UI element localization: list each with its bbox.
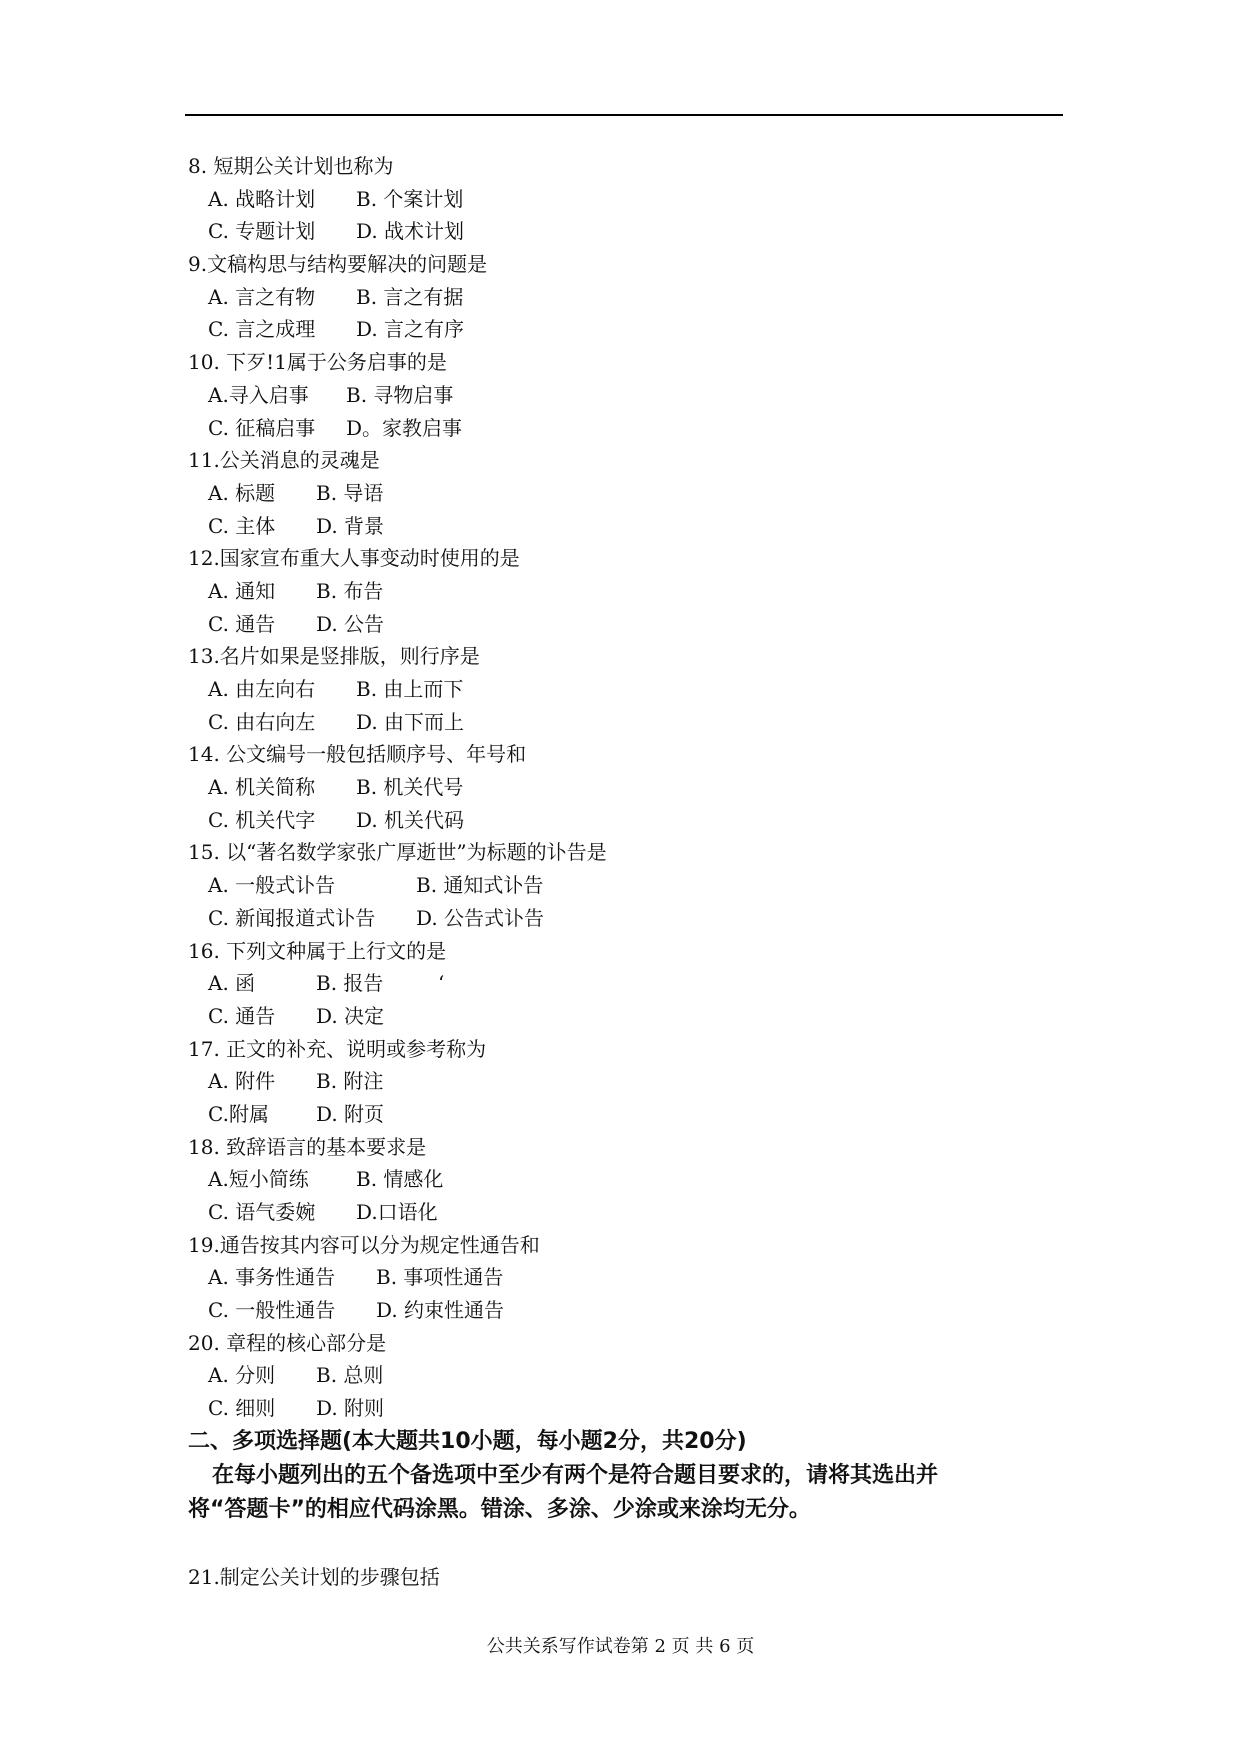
section-instruction-line2: 将“答题卡”的相应代码涂黑。错涂、多涂、少涂或来涂均无分。 <box>188 1496 811 1522</box>
question-stem: 13.名片如果是竖排版，则行序是 <box>188 644 480 669</box>
option-label: A. 由左向右 <box>208 677 316 701</box>
option-label: D。家教启事 <box>346 415 463 440</box>
question-stem: 9.文稿构思与结构要解决的问题是 <box>188 252 488 277</box>
option-row <box>188 608 1068 641</box>
option-row <box>188 183 1068 216</box>
option-row <box>188 1196 1068 1229</box>
option-label: D. 言之有序 <box>356 317 465 342</box>
question-stem: 12.国家宣布重大人事变动时使用的是 <box>188 546 520 571</box>
option-label: B. 情感化 <box>356 1167 444 1192</box>
option-label: C. 新闻报道式讣告 <box>208 905 376 930</box>
option-row <box>188 902 1068 935</box>
option-label: B. 言之有据 <box>356 284 464 309</box>
option-row <box>188 379 1068 412</box>
exam-content <box>188 150 1068 1594</box>
option-row <box>188 1294 1068 1327</box>
option-label: C. 细则 <box>208 1396 276 1421</box>
question-stem: 17. 正文的补充、说明或参考称为 <box>188 1036 487 1061</box>
page-footer <box>0 1632 1241 1658</box>
option-row <box>188 967 1068 1000</box>
instruction-text: 在每小题列出的五个备选项中至少有两个是符合题目要求的，请将其选出并 <box>212 1462 939 1488</box>
option-row <box>188 1163 1068 1196</box>
question-stem: 15. 以“著名数学家张广厚逝世”为标题的讣告是 <box>188 840 607 865</box>
option-label: C. 语气委婉 <box>208 1200 316 1224</box>
footer-text: 公共关系写作试卷第 2 页 共 6 页 <box>486 1636 755 1657</box>
option-label: C. 言之成理 <box>208 317 316 342</box>
option-label: C.附属 <box>208 1101 269 1126</box>
option-label: B. 由上而下 <box>356 677 464 701</box>
option-label: A.短小简练 <box>208 1167 309 1192</box>
option-row <box>188 510 1068 543</box>
option-label: B. 机关代号 <box>356 775 464 800</box>
option-label: B. 附注 <box>316 1069 384 1094</box>
option-label: A.寻入启事 <box>208 382 309 407</box>
option-label: D. 附页 <box>316 1101 385 1126</box>
option-label: B. 个案计划 <box>356 186 464 211</box>
option-row <box>188 1392 1068 1425</box>
option-label: D. 由下而上 <box>356 709 465 734</box>
option-label: C. 主体 <box>208 513 276 538</box>
question-stem: 21.制定公关计划的步骤包括 <box>188 1564 440 1589</box>
question-stem: 19.通告按其内容可以分为规定性通告和 <box>188 1232 540 1257</box>
option-label: D. 战术计划 <box>356 219 465 244</box>
option-label: D. 约束性通告 <box>376 1298 505 1323</box>
option-row <box>188 477 1068 510</box>
option-label: A. 分则 <box>208 1363 276 1388</box>
option-row <box>188 706 1068 739</box>
option-label: C. 通告 <box>208 1003 276 1028</box>
option-label: C. 机关代字 <box>208 807 316 832</box>
question-stem: 16. 下列文种属于上行文的是 <box>188 938 447 963</box>
question-stem: 10. 下歹!1属于公务启事的是 <box>188 350 447 375</box>
option-label: B. 报告 <box>316 971 384 996</box>
question-stem: 20. 章程的核心部分是 <box>188 1330 387 1355</box>
option-label: D. 公告 <box>316 611 385 636</box>
option-row <box>188 1359 1068 1392</box>
option-row <box>188 575 1068 608</box>
stray-mark: ‘ <box>438 971 445 996</box>
option-label: B. 布告 <box>316 578 384 603</box>
option-row <box>188 771 1068 804</box>
option-label: D. 机关代码 <box>356 807 465 832</box>
header-rule <box>185 114 1063 116</box>
option-row <box>188 869 1068 902</box>
option-row <box>188 804 1068 837</box>
question-stem: 14. 公文编号一般包括顺序号、年号和 <box>188 742 527 767</box>
option-label: D. 背景 <box>316 513 385 538</box>
option-label: C. 一般性通告 <box>208 1298 336 1323</box>
option-label: B. 事项性通告 <box>376 1265 504 1290</box>
option-label: C. 通告 <box>208 611 276 636</box>
option-row <box>188 1000 1068 1033</box>
option-label: B. 通知式讣告 <box>416 873 544 898</box>
option-row <box>188 281 1068 314</box>
option-label: A. 通知 <box>208 578 276 603</box>
option-label: A. 附件 <box>208 1069 276 1094</box>
option-label: D.口语化 <box>356 1200 438 1224</box>
option-label: A. 战略计划 <box>208 186 316 211</box>
section-title: 二、多项选择题(本大题共10小题，每小题2分，共20分) <box>188 1428 747 1454</box>
option-row <box>188 1065 1068 1098</box>
option-label: C. 由右向左 <box>208 709 316 734</box>
option-label: A. 机关简称 <box>208 775 316 800</box>
option-row <box>188 412 1068 445</box>
question-stem: 18. 致辞语言的基本要求是 <box>188 1134 427 1159</box>
option-label: A. 标题 <box>208 480 276 505</box>
option-label: C. 征稿启事 <box>208 415 316 440</box>
option-row <box>188 313 1068 346</box>
option-label: A. 言之有物 <box>208 284 316 309</box>
option-label: B. 导语 <box>316 480 384 505</box>
option-label: A. 事务性通告 <box>208 1265 336 1290</box>
option-label: A. 函 <box>208 971 256 996</box>
option-row <box>188 1098 1068 1131</box>
option-label: B. 寻物启事 <box>346 382 454 407</box>
option-row <box>188 673 1068 706</box>
option-row <box>188 215 1068 248</box>
option-label: D. 附则 <box>316 1396 385 1421</box>
option-label: D. 公告式讣告 <box>416 905 545 930</box>
option-label: D. 决定 <box>316 1003 385 1028</box>
section-instruction-line1 <box>188 1459 1068 1493</box>
option-label: C. 专题计划 <box>208 219 316 244</box>
question-stem: 11.公关消息的灵魂是 <box>188 448 380 473</box>
option-label: A. 一般式讣告 <box>208 873 336 898</box>
option-row <box>188 1261 1068 1294</box>
question-stem: 8. 短期公关计划也称为 <box>188 154 394 178</box>
option-label: B. 总则 <box>316 1363 384 1388</box>
